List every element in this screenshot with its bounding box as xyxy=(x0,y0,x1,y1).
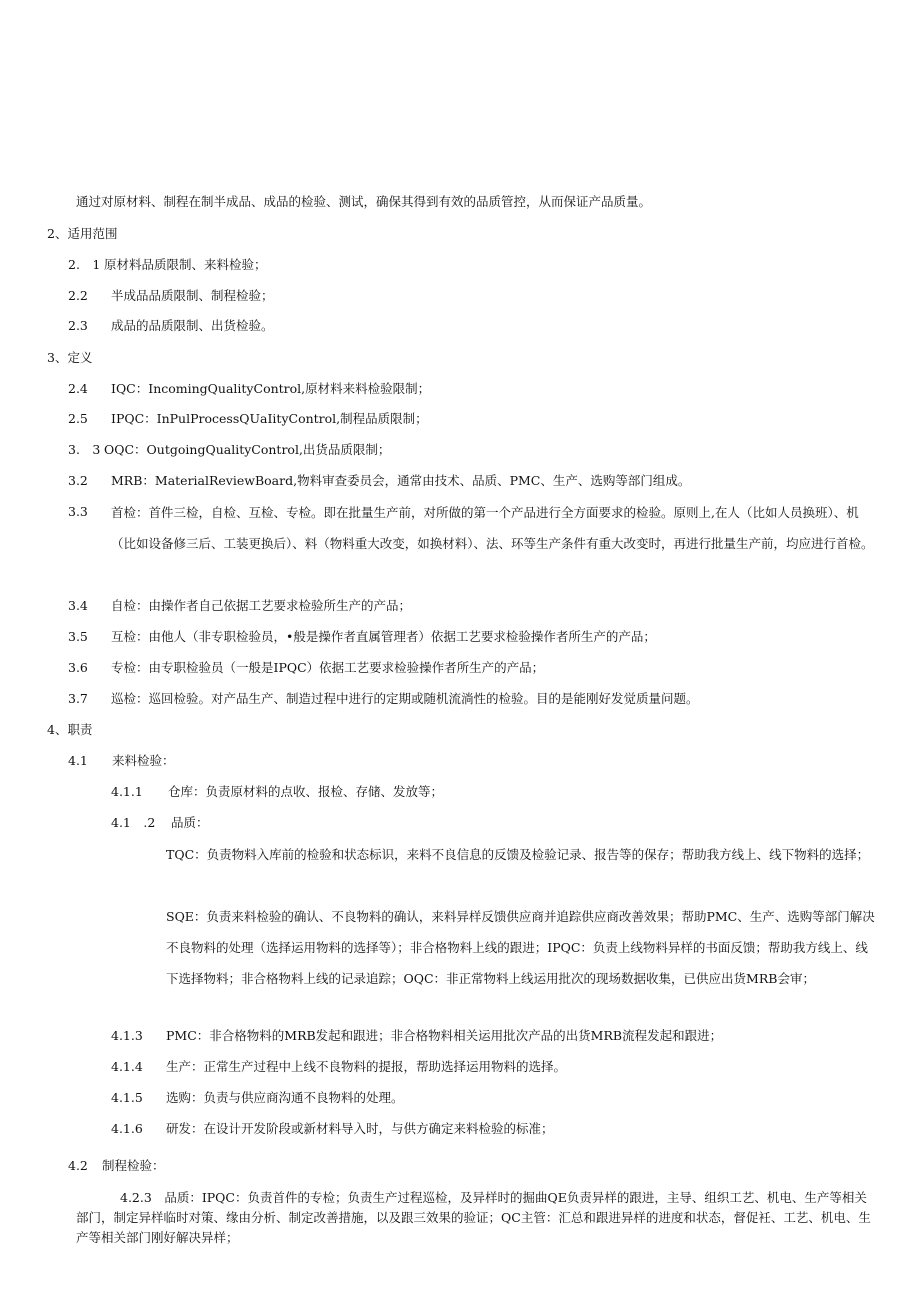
item-number: 3.4 xyxy=(68,598,88,613)
item-text: 原材料品质限制、来料检验； xyxy=(104,257,267,272)
item-number: 4.2 xyxy=(68,1158,88,1173)
item-4-1-4 xyxy=(111,1058,566,1076)
item-number: 2.3 xyxy=(68,318,88,333)
item-number: 2. 1 xyxy=(68,257,101,272)
item-text: 制程检验： xyxy=(102,1158,165,1173)
item-2-3 xyxy=(68,317,274,335)
item-number: 2.5 xyxy=(68,411,88,426)
tqc-paragraph: TQC：负责物料入库前的检验和状态标识，来料不良信息的反馈及检验记录、报告等的保存；帮助我方线上、线下物料的选择； xyxy=(166,847,870,862)
item-3-3-number: 3.3 xyxy=(68,504,88,519)
item-3-3-text: 首检：首件三检，自检、互检、专检。即在批量生产前，对所做的第一个产品进行全方面要求的检验。原则上,在人（比如人员换班）、机（比如设备修三后、工装更换后）、料（物料重大改变，如换材料）、法、环等生产条件有重大改变时，再进行批量生产前，均应进行首检。 xyxy=(111,505,874,551)
item-number: 4.1.3 xyxy=(111,1028,143,1043)
item-4-1-1 xyxy=(111,783,443,801)
item-number: 4.1.6 xyxy=(111,1121,143,1136)
item-number: 4.1.5 xyxy=(111,1090,143,1105)
item-text: IPQC：InPulProcessQUaIityControl,制程品质限制； xyxy=(111,411,428,426)
item-text: 专检：由专职检验员（一般是IPQC）依据工艺要求检验操作者所生产的产品； xyxy=(111,660,545,675)
item-number: 4.1.4 xyxy=(111,1059,143,1074)
item-number: 3.2 xyxy=(68,473,88,488)
item-number: 3. 3 xyxy=(68,442,101,457)
item-text: 仓库：负责原材料的点收、报检、存储、发放等； xyxy=(168,784,444,799)
item-text: IQC：IncomingQualityControl,原材料来料检验限制； xyxy=(111,381,431,396)
item-text: 自检：由操作者自己依据工艺要求检验所生产的产品； xyxy=(111,598,412,613)
section-3-heading: 3、定义 xyxy=(47,350,93,365)
item-text: 生产：正常生产过程中上线不良物料的提报，帮助选择运用物料的选择。 xyxy=(166,1059,567,1074)
item-number: 2.4 xyxy=(68,381,88,396)
item-text: 巡检：巡回检验。对产品生产、制造过程中进行的定期或随机流淌性的检验。目的是能刚好发觉质量问题。 xyxy=(111,691,699,706)
item-number: 3.6 xyxy=(68,660,88,675)
intro-paragraph: 通过对原材料、制程在制半成品、成品的检验、测试，确保其得到有效的品质管控，从而保证产品质量。 xyxy=(76,194,652,209)
item-4-2 xyxy=(68,1157,165,1175)
item-text: OQC：OutgoingQualityControl,出货品质限制； xyxy=(104,442,391,457)
item-text: 品质：IPQC：负责首件的专检；负责生产过程巡检，及异样时的掘曲QE负责异样的跟进，主导、组织工艺、机电、生产等相关部门，制定异样临时对策、缘由分析、制定改善措施，以及跟三效果的验证；QC主管：汇总和跟进异样的进度和状态，督促衽、工艺、机电、生产等相关部门刚好解决异样； xyxy=(76,1190,871,1245)
item-2-2 xyxy=(68,287,274,305)
item-4-1-6 xyxy=(111,1120,554,1138)
item-3-6 xyxy=(68,659,544,677)
item-number: 4.1 .2 xyxy=(111,815,156,830)
item-3-1 xyxy=(68,441,390,459)
item-2-5 xyxy=(68,410,428,428)
section-4-heading: 4、职责 xyxy=(47,722,93,737)
item-4-2-3 xyxy=(76,1188,876,1248)
item-4-1-5 xyxy=(111,1089,404,1107)
item-number: 3.5 xyxy=(68,629,88,644)
item-number: 4.2.3 xyxy=(120,1190,152,1205)
item-text: 半成品品质限制、制程检验； xyxy=(111,288,274,303)
item-3-4 xyxy=(68,597,411,615)
section-2-heading: 2、适用范围 xyxy=(47,226,118,241)
item-3-5 xyxy=(68,628,656,646)
item-3-7 xyxy=(68,690,699,708)
item-text: 品质： xyxy=(171,815,209,830)
item-text: 研发：在设计开发阶段或新材料导入时，与供方确定来料检验的标准； xyxy=(166,1121,554,1136)
sqe-paragraph: SQE：负责来料检验的确认、不良物料的确认，来料异样反馈供应商并追踪供应商改善效果；帮助PMC、生产、选购等部门解决不良物料的处理（选择运用物料的选择等）；非合格物料上线的跟进；IPQC：负责上线物料异样的书面反馈；帮助我方线上、线下选择物料；非合格物料上线的记录追踪；OQC：非正常物料上线运用批次的现场数据收集，已供应出货MRB会审； xyxy=(166,909,875,986)
item-number: 2.2 xyxy=(68,288,88,303)
item-number: 4.1 xyxy=(68,753,88,768)
item-3-2 xyxy=(68,472,690,490)
item-4-1-2 xyxy=(111,814,209,832)
item-4-1 xyxy=(68,752,175,770)
item-2-4 xyxy=(68,380,430,398)
item-number: 4.1.1 xyxy=(111,784,143,799)
item-text: 成品的品质限制、出货检验。 xyxy=(111,318,274,333)
item-text: 互检：由他人（非专职检验员，•般是操作者直属管理者）依据工艺要求检验操作者所生产的产品； xyxy=(111,629,656,644)
item-text: PMC：非合格物料的MRB发起和跟进；非合格物料相关运用批次产品的出货MRB流程发起和跟进； xyxy=(166,1028,723,1043)
item-text: 选购：负责与供应商沟通不良物料的处理。 xyxy=(166,1090,404,1105)
item-text: MRB：MaterialReviewBoard,物料审查委员会，通常由技术、品质、PMC、生产、选购等部门组成。 xyxy=(111,473,691,488)
item-text: 来料检验： xyxy=(112,753,175,768)
item-2-1 xyxy=(68,256,267,274)
item-number: 3.7 xyxy=(68,691,88,706)
item-4-1-3 xyxy=(111,1027,722,1045)
